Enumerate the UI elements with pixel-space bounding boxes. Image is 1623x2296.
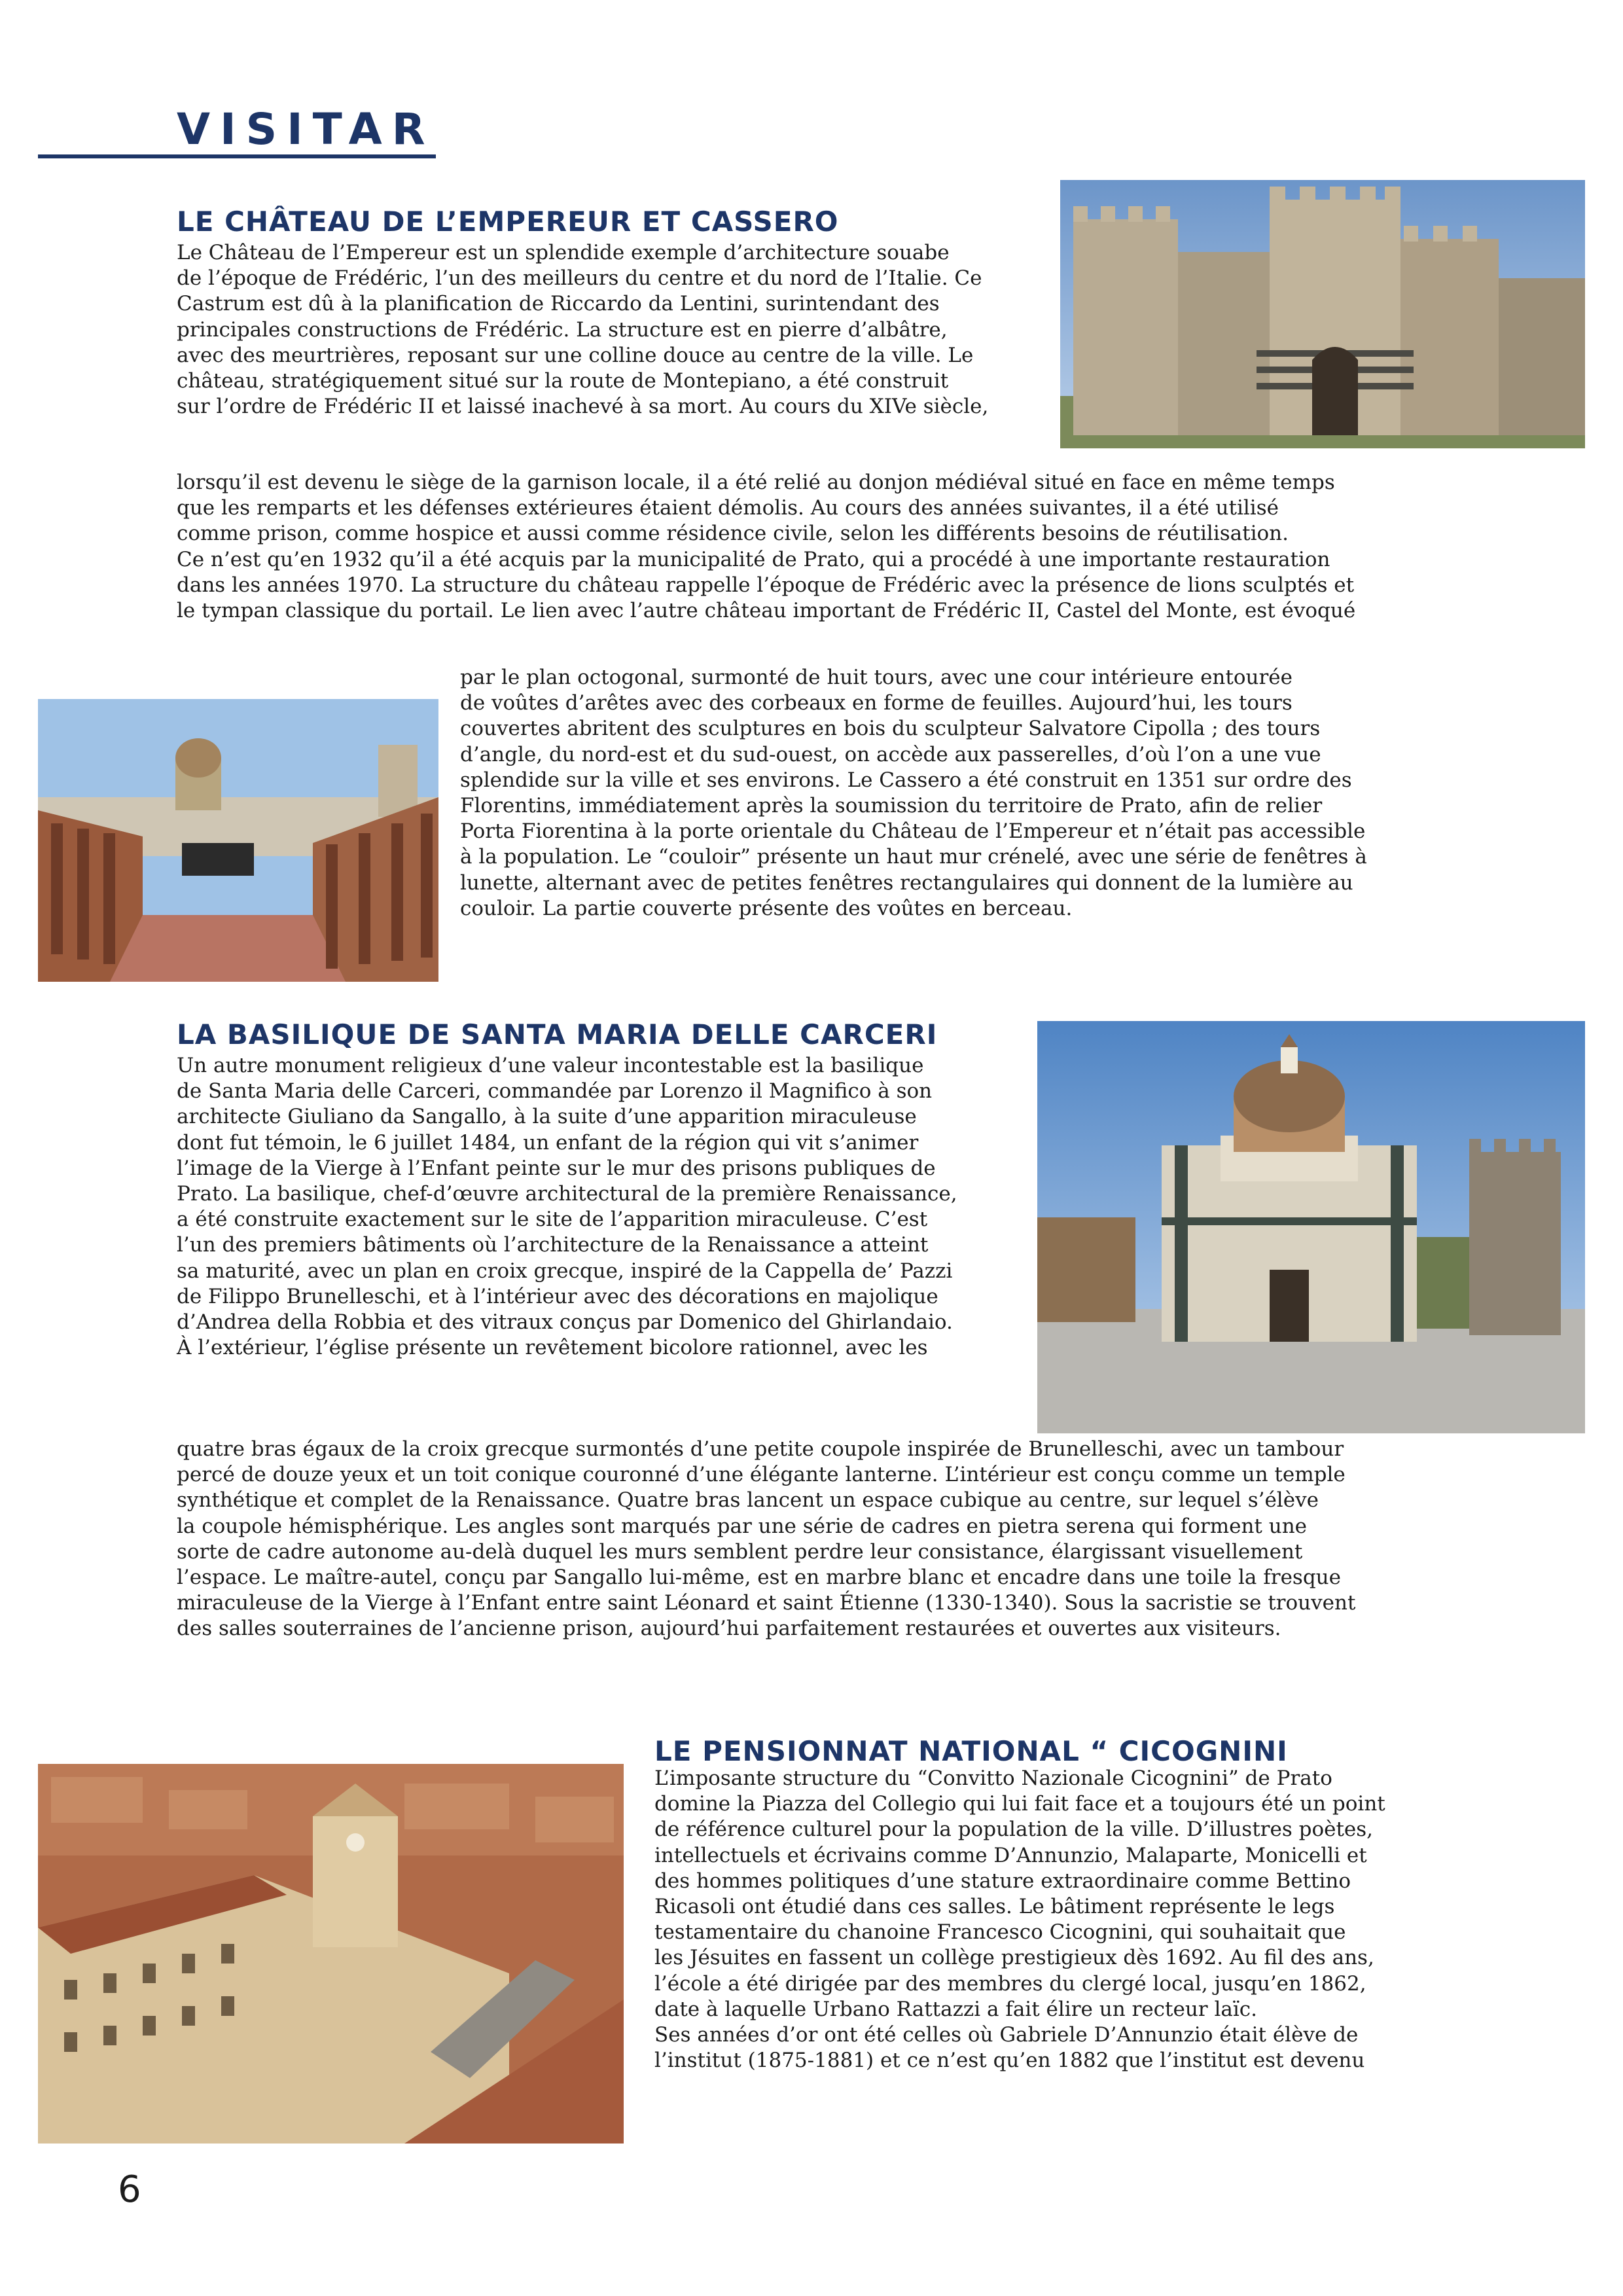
chateau-text-wide (177, 470, 1436, 624)
text-line: Porta Fiorentina à la porte orientale du Château de l’Empereur et n’était pas accessible (460, 819, 1366, 844)
text-line: de référence culturel pour la population de la ville. D’illustres poètes, (654, 1818, 1374, 1842)
text-line: des salles souterraines de l’ancienne prison, aujourd’hui parfaitement restaurées et ouvertes aux visiteurs. (177, 1617, 1281, 1641)
text-line: miraculeuse de la Vierge à l’Enfant entre saint Léonard et saint Étienne (1330-1340). Sous la sacristie se trouvent (177, 1591, 1356, 1615)
text-line: de l’époque de Frédéric, l’un des meilleurs du centre et du nord de l’Italie. Ce (177, 266, 982, 291)
text-line: lunette, alternant avec de petites fenêtres rectangulaires qui donnent de la lumière au (460, 870, 1353, 895)
basilique-photo (1037, 1021, 1585, 1433)
basilique-text-narrow (177, 1053, 1014, 1361)
text-line: Castrum est dû à la planification de Riccardo da Lentini, surintendant des (177, 292, 940, 316)
text-line: des hommes politiques d’une stature extraordinaire comme Bettino (654, 1869, 1351, 1893)
text-line: les Jésuites en fassent un collège prestigieux dès 1692. Au fil des ans, (654, 1946, 1374, 1970)
text-line: Ricasoli ont étudié dans ces salles. Le bâtiment représente le legs (654, 1895, 1335, 1919)
chateau-text-narrow (177, 240, 1037, 420)
text-line: que les remparts et les défenses extérieures étaient démolis. Au cours des années suivantes, il a été utilisé (177, 496, 1279, 520)
basilique-text-wide (177, 1437, 1436, 1642)
text-line: couvertes abritent des sculptures en bois du sculpteur Salvatore Cipolla ; des tours (460, 717, 1321, 741)
basilique-title: LA BASILIQUE DE SANTA MARIA DELLE CARCERI (177, 1018, 938, 1050)
text-line: architecte Giuliano da Sangallo, à la suite d’une apparition miraculeuse (177, 1105, 917, 1129)
text-line: la coupole hémisphérique. Les angles sont marqués par une série de cadres en pietra serena qui forment une (177, 1514, 1308, 1538)
text-line: château, stratégiquement situé sur la route de Montepiano, a été construit (177, 369, 949, 393)
page-number: 6 (118, 2168, 141, 2211)
text-line: sa maturité, avec un plan en croix grecque, inspiré de la Cappella de’ Pazzi (177, 1259, 953, 1283)
chateau-title: LE CHÂTEAU DE L’EMPEREUR ET CASSERO (177, 206, 839, 238)
text-line: quatre bras égaux de la croix grecque surmontés d’une petite coupole inspirée de Brunelleschi, avec un tambour (177, 1437, 1344, 1461)
text-line: dans les années 1970. La structure du château rappelle l’époque de Frédéric avec la présence de lions sculptés et (177, 573, 1355, 597)
text-line: l’un des premiers bâtiments où l’architecture de la Renaissance a atteint (177, 1233, 929, 1257)
chateau-photo (1060, 180, 1585, 448)
text-line: Florentins, immédiatement après la soumission du territoire de Prato, afin de relier (460, 794, 1323, 818)
text-line: a été construite exactement sur le site de l’apparition miraculeuse. C’est (177, 1208, 928, 1232)
text-line: splendide sur la ville et ses environs. Le Cassero a été construit en 1351 sur ordre des (460, 768, 1352, 792)
text-line: de Filippo Brunelleschi, et à l’intérieur avec des décorations en majolique (177, 1284, 938, 1308)
text-line: principales constructions de Frédéric. La structure est en pierre d’albâtre, (177, 317, 948, 342)
text-line: le tympan classique du portail. Le lien avec l’autre château important de Frédéric II, Castel del Monte, est évoqué (177, 599, 1356, 623)
cassero-walkway-photo (38, 699, 438, 982)
text-line: l’espace. Le maître-autel, conçu par Sangallo lui-même, est en marbre blanc et encadre dans une toile la fresque (177, 1566, 1341, 1590)
section-header-visitar: VISITAR (177, 104, 435, 154)
text-line: par le plan octogonal, surmonté de huit tours, avec une cour intérieure entourée (460, 666, 1293, 689)
text-line: sorte de cadre autonome au-delà duquel les murs semblent perdre leur consistance, élargissant visuellement (177, 1539, 1303, 1564)
text-line: de voûtes d’arêtes avec des corbeaux en forme de feuilles. Aujourd’hui, les tours (460, 691, 1293, 715)
text-line: Un autre monument religieux d’une valeur incontestable est la basilique (177, 1054, 924, 1077)
header-rule (38, 154, 436, 158)
text-line: lorsqu’il est devenu le siège de la garnison locale, il a été relié au donjon médiéval situé en face en même temps (177, 471, 1335, 494)
text-line: synthétique et complet de la Renaissance. Quatre bras lancent un espace cubique au centre, sur lequel s’élève (177, 1488, 1319, 1513)
text-line: sur l’ordre de Frédéric II et laissé inachevé à sa mort. Au cours du XIVe siècle, (177, 395, 989, 419)
text-line: date à laquelle Urbano Rattazzi a fait élire un recteur laïc. (654, 1997, 1258, 2021)
text-line: à la population. Le “couloir” présente un haut mur crénelé, avec une série de fenêtres à (460, 845, 1367, 869)
text-line: intellectuels et écrivains comme D’Annunzio, Malaparte, Monicelli et (654, 1843, 1367, 1867)
chateau-text-right (460, 665, 1436, 922)
text-line: Ce n’est qu’en 1932 qu’il a été acquis par la municipalité de Prato, qui a procédé à une importante restauration (177, 547, 1330, 571)
text-line: dont fut témoin, le 6 juillet 1484, un enfant de la région qui vit s’animer (177, 1130, 919, 1155)
text-line: d’Andrea della Robbia et des vitraux conçus par Domenico del Ghirlandaio. (177, 1310, 953, 1335)
text-line: d’angle, du nord-est et du sud-ouest, on accède aux passerelles, d’où l’on a une vue (460, 742, 1321, 766)
text-line: Le Château de l’Empereur est un splendide exemple d’architecture souabe (177, 241, 950, 264)
text-line: Ses années d’or ont été celles où Gabriele D’Annunzio était élève de (654, 2023, 1359, 2047)
text-line: avec des meurtrières, reposant sur une colline douce au centre de la ville. Le (177, 343, 974, 367)
text-line: comme prison, comme hospice et aussi comme résidence civile, selon les différents besoins de réutilisation. (177, 522, 1289, 546)
pensionnat-title: LE PENSIONNAT NATIONAL “ CICOGNINI (654, 1735, 1288, 1767)
text-line: percé de douze yeux et un toit conique couronné d’une élégante lanterne. L’intérieur est conçu comme un temple (177, 1463, 1346, 1487)
pensionnat-text (654, 1766, 1437, 2073)
text-line: l’école a été dirigée par des membres du clergé local, jusqu’en 1862, (654, 1971, 1366, 1996)
text-line: domine la Piazza del Collegio qui lui fait face et a toujours été un point (654, 1792, 1385, 1816)
text-line: couloir. La partie couverte présente des voûtes en berceau. (460, 896, 1073, 920)
text-line: de Santa Maria delle Carceri, commandée par Lorenzo il Magnifico à son (177, 1079, 933, 1103)
text-line: Prato. La basilique, chef-d’œuvre architectural de la première Renaissance, (177, 1182, 957, 1206)
text-line: l’institut (1875-1881) et ce n’est qu’en 1882 que l’institut est devenu (654, 2049, 1365, 2073)
cicognini-aerial-photo (38, 1764, 624, 2144)
text-line: l’image de la Vierge à l’Enfant peinte sur le mur des prisons publiques de (177, 1156, 936, 1180)
text-line: testamentaire du chanoine Francesco Cicognini, qui souhaitait que (654, 1920, 1346, 1945)
text-line: À l’extérieur, l’église présente un revêtement bicolore rationnel, avec les (177, 1336, 928, 1360)
text-line: L’imposante structure du “Convitto Nazionale Cicognini” de Prato (654, 1767, 1332, 1790)
